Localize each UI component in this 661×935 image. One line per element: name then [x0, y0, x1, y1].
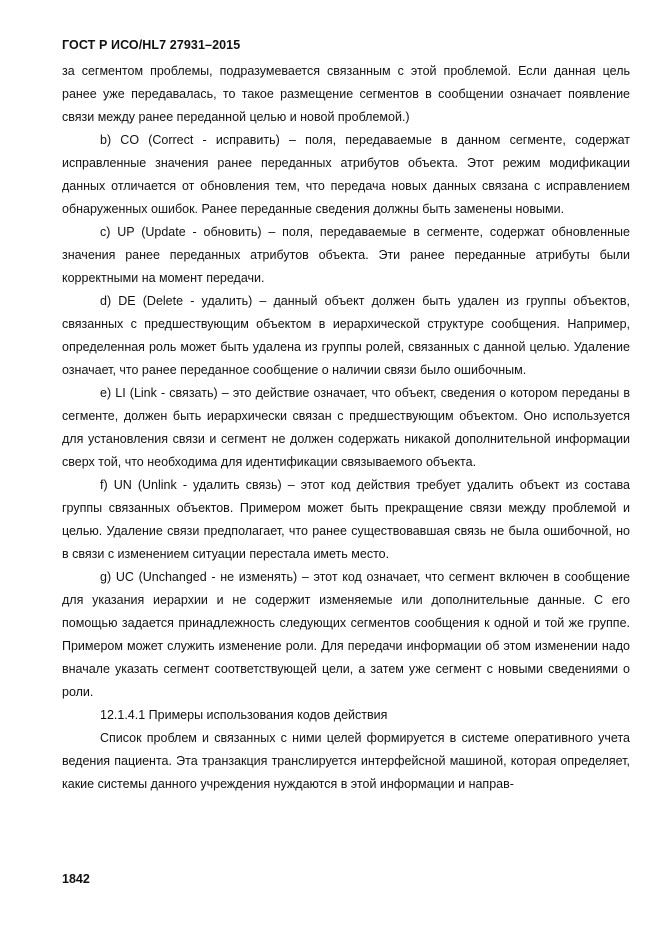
paragraph-item-c: c) UP (Update - обновить) – поля, передаваемые в сегменте, содержат обновленные значения ранее переданных атрибутов объекта. Эти ранее переданные атрибуты были корректными на момент передачи. — [62, 225, 630, 285]
running-header: ГОСТ Р ИСО/HL7 27931–2015 — [62, 38, 241, 52]
paragraph-item-f: f) UN (Unlink - удалить связь) – этот код действия требует удалить объект из состава группы связанных объектов. Примером может быть прекращение связи между проблемой и целью. Удаление связи предполагает, что ранее существовавшая связь не была ошибочной, но в связи с изменением ситуации перестала иметь место. — [62, 478, 630, 561]
paragraph-continuation: за сегментом проблемы, подразумевается связанным с этой проблемой. Если данная цель ранее уже передавалась, то такое размещение сегментов в сообщении означает появление связи между ранее переданной целью и новой проблемой.) — [62, 64, 630, 124]
paragraph-section-intro: Список проблем и связанных с ними целей формируется в системе оперативного учета ведения пациента. Эта транзакция транслируется интерфейсной машиной, которая определяет, какие системы данного учреждения нуждаются в этой информации и направ- — [62, 731, 630, 791]
page-number: 1842 — [62, 872, 90, 886]
paragraph-item-b: b) CO (Correct - исправить) – поля, передаваемые в данном сегменте, содержат исправленные значения ранее переданных атрибутов объекта. Этот режим модификации данных отличается от обновления тем, что передача новых данных связана с исправлением обнаруженных ошибок. Ранее переданные сведения должны быть заменены новыми. — [62, 133, 630, 216]
paragraph-item-e: e) LI (Link - связать) – это действие означает, что объект, сведения о котором переданы в сегменте, должен быть иерархически связан с предшествующим объектом. Оно используется для установления связи и сегмент не должен содержать никакой дополнительной информации сверх той, что необходима для идентификации связываемого объекта. — [62, 386, 630, 469]
paragraph-item-g: g) UC (Unchanged - не изменять) – этот код означает, что сегмент включен в сообщение для указания иерархии и не содержит изменяемые или дополнительные данные. С его помощью задается принадлежность следующих сегментов сообщения к одной и той же группе. Примером может служить изменение роли. Для передачи информации об этом изменении надо вначале указать сегмент соответствующей цели, а затем уже сегмент с новыми сведениями о роли. — [62, 570, 630, 699]
section-heading: 12.1.4.1 Примеры использования кодов действия — [100, 708, 388, 722]
paragraph-item-d: d) DE (Delete - удалить) – данный объект должен быть удален из группы объектов, связанных с предшествующим объектом в иерархической структуре сообщения. Например, определенная роль может быть удалена из группы ролей, связанных с данной целью. Удаление означает, что ранее переданное сообщение о наличии связи было ошибочным. — [62, 294, 630, 377]
body-text — [62, 60, 630, 796]
